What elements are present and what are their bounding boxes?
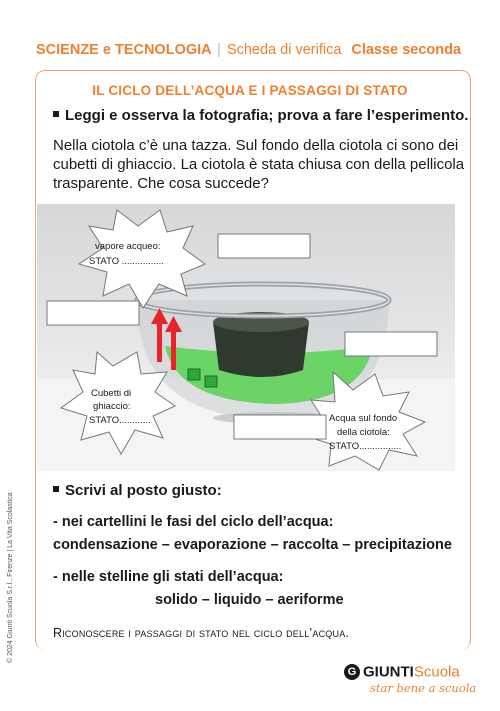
label-box-left[interactable] xyxy=(47,301,139,325)
grade-label: Classe seconda xyxy=(351,42,462,58)
copyright-notice: © 2024 Giunti Scuola S.r.l., Firenze | La Vita Scolastica xyxy=(7,492,14,663)
logo-tagline: star bene a scuola xyxy=(370,681,477,695)
logo-brand-suffix: Scuola xyxy=(413,663,460,681)
star-water-line1: Acqua sul fondo xyxy=(329,413,398,424)
subject-label: SCIENZE e TECNOLOGIA xyxy=(36,42,212,58)
instruction-write-text: Scrivi al posto giusto: xyxy=(65,482,222,499)
header-separator: | xyxy=(217,42,221,58)
learning-objective: Riconoscere i passaggi di stato nel ciclo dell’acqua. xyxy=(53,626,350,640)
experiment-description: Nella ciotola c’è una tazza. Sul fondo della ciotola ci sono dei cubetti di ghiaccio. La ciotola è stata chiusa con della pellicola trasparente. Che cosa succede? xyxy=(53,137,465,192)
experiment-photo xyxy=(37,204,455,471)
giunti-logo-icon: G xyxy=(344,664,360,680)
task-states-intro: - nelle stelline gli stati dell’acqua: xyxy=(53,569,284,585)
star-ice-line1: Cubetti di xyxy=(91,388,132,399)
label-box-bottom[interactable] xyxy=(234,415,326,439)
star-water-line3: STATO................ xyxy=(329,441,402,452)
instruction-read xyxy=(53,107,468,124)
star-ice-line2: ghiaccio: xyxy=(93,401,131,412)
label-box-right[interactable] xyxy=(345,332,437,356)
publisher-logo xyxy=(344,663,477,695)
label-box-top[interactable] xyxy=(218,234,310,258)
instruction-write xyxy=(53,482,222,499)
star-water-line2: della ciotola: xyxy=(337,427,390,438)
instruction-read-text: Leggi e osserva la fotografia; prova a fare l’esperimento. xyxy=(65,107,469,124)
logo-brand: GIUNTI xyxy=(363,663,414,681)
task-phases-words: condensazione – evaporazione – raccolta – precipitazione xyxy=(53,537,452,553)
star-ice-line3: STATO............ xyxy=(89,415,151,426)
star-vapor-line2: STATO ................ xyxy=(89,256,164,267)
task-phases-intro: - nei cartellini le fasi del ciclo dell’acqua: xyxy=(53,514,334,530)
page-header xyxy=(36,42,461,58)
star-vapor-line1: vapore acqueo: xyxy=(95,241,161,252)
bowl-illustration xyxy=(37,204,455,471)
bullet-square-icon xyxy=(53,111,59,117)
worksheet-title: IL CICLO DELL’ACQUA E I PASSAGGI DI STATO xyxy=(92,83,408,98)
task-states-words: solido – liquido – aeriforme xyxy=(155,592,344,608)
bullet-square-icon xyxy=(53,486,59,492)
sheet-label: Scheda di verifica xyxy=(226,42,342,58)
